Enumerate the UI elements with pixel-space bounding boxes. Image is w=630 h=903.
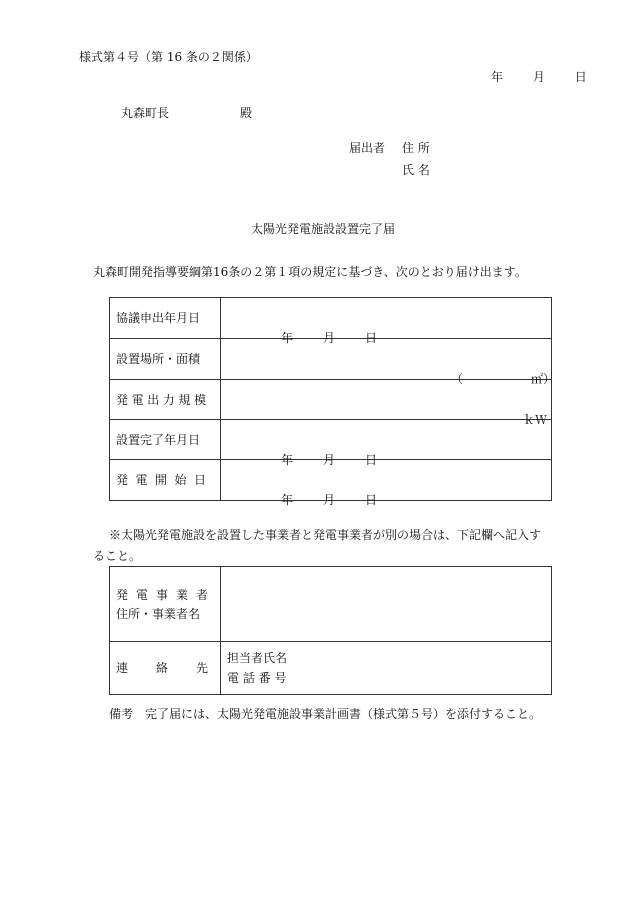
area-unit: ㎡）	[531, 372, 556, 386]
label-completion-date: 設置完了年月日	[110, 420, 221, 460]
year-label: 年	[491, 70, 504, 84]
note-line-1: ※太陽光発電施設を設置した事業者と発電事業者が別の場合は、下記欄へ記入す	[109, 528, 542, 542]
value-completion-date	[221, 420, 552, 467]
year-label: 年	[281, 493, 294, 507]
row-power-output	[110, 380, 552, 420]
row-operator	[110, 567, 552, 642]
value-operator	[221, 567, 552, 642]
value-power-output	[221, 380, 552, 427]
main-table	[109, 297, 556, 507]
row-completion-date	[110, 420, 552, 460]
day-label: 日	[365, 331, 378, 345]
remarks: 備考 完了届には、太陽光発電施設事業計画書（様式第５号）を添付すること。	[109, 707, 542, 721]
applicant-address-label: 住 所	[402, 141, 430, 155]
applicant-label: 届出者	[349, 141, 386, 155]
year-label: 年	[281, 452, 294, 467]
note-line-2: ること。	[93, 549, 142, 563]
month-label: 月	[323, 493, 336, 507]
day-label: 日	[365, 452, 378, 467]
contact-person-label: 担当者氏名	[227, 651, 288, 665]
addressee-name: 丸森町長	[121, 106, 170, 120]
label-consultation-date: 協議申出年月日	[110, 298, 221, 339]
operator-table	[109, 566, 552, 695]
document-title: 太陽光発電施設設置完了届	[251, 222, 396, 236]
value-location-area	[221, 339, 556, 386]
label-power-output: 発 電 出 力 規 模	[110, 380, 221, 420]
month-label: 月	[323, 331, 336, 345]
area-paren-open: （	[451, 372, 464, 386]
day-label: 日	[365, 493, 378, 507]
intro-text: 丸森町開発指導要綱第16条の２第１項の規定に基づき、次のとおり届け出ます。	[93, 265, 527, 279]
month-label: 月	[532, 70, 545, 84]
value-generation-start	[221, 460, 552, 507]
year-label: 年	[281, 331, 294, 345]
power-unit: ｋＷ	[522, 412, 547, 427]
month-label: 月	[323, 452, 336, 467]
row-consultation-date	[110, 298, 552, 339]
phone-label: 電 話 番 号	[227, 671, 287, 685]
label-location-area: 設置場所・面積	[110, 339, 221, 380]
applicant-name-label: 氏 名	[402, 163, 430, 177]
submission-date	[491, 69, 587, 85]
label-contact: 連 絡 先	[110, 642, 221, 695]
label-operator: 発 電 事 業 者 住所・事業者名	[110, 567, 221, 642]
day-label: 日	[574, 70, 587, 84]
value-consultation-date	[221, 298, 552, 345]
form-number: 様式第４号（第 16 条の２関係）	[79, 50, 258, 64]
label-generation-start: 発 電 開 始 日	[110, 460, 221, 501]
row-contact	[110, 642, 552, 695]
value-contact	[221, 642, 552, 695]
label-operator-line2: 住所・事業者名	[116, 606, 201, 621]
addressee-honorific: 殿	[240, 106, 253, 120]
